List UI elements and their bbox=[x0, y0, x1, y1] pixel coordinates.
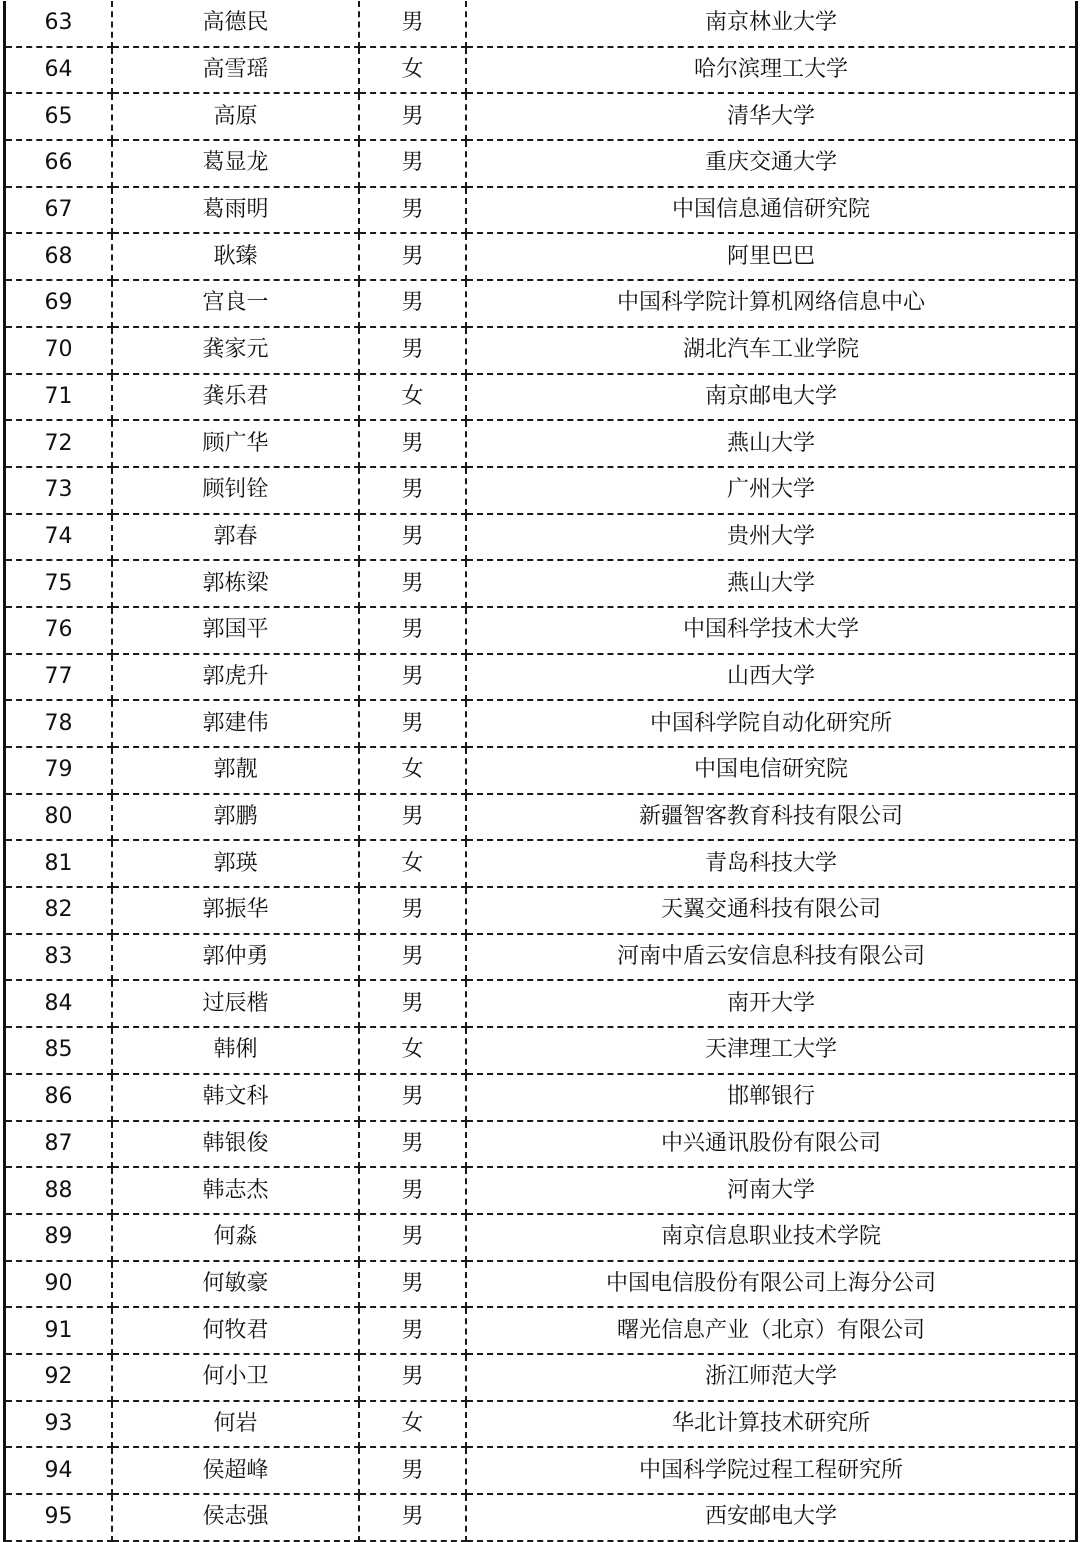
row-number: 87 bbox=[5, 1121, 113, 1168]
member-gender: 男 bbox=[359, 187, 466, 234]
member-name: 宫良一 bbox=[112, 280, 359, 327]
member-gender: 男 bbox=[359, 1214, 466, 1261]
member-name: 郭建伟 bbox=[112, 700, 359, 747]
member-organization: 中国电信股份有限公司上海分公司 bbox=[466, 1261, 1077, 1308]
member-organization: 哈尔滨理工大学 bbox=[466, 47, 1077, 94]
member-organization: 河南大学 bbox=[466, 1167, 1077, 1214]
member-gender: 男 bbox=[359, 467, 466, 514]
member-gender: 男 bbox=[359, 654, 466, 701]
row-number: 88 bbox=[5, 1167, 113, 1214]
member-name: 侯志强 bbox=[112, 1494, 359, 1541]
member-organization: 邯郸银行 bbox=[466, 1074, 1077, 1121]
member-name: 顾广华 bbox=[112, 420, 359, 467]
member-gender: 男 bbox=[359, 1074, 466, 1121]
member-name: 何岩 bbox=[112, 1401, 359, 1448]
table-row bbox=[5, 1027, 1077, 1074]
member-name: 郭国平 bbox=[112, 607, 359, 654]
table-row bbox=[5, 1, 1077, 47]
member-organization: 南开大学 bbox=[466, 980, 1077, 1027]
member-organization: 贵州大学 bbox=[466, 514, 1077, 561]
row-number: 67 bbox=[5, 187, 113, 234]
member-gender: 男 bbox=[359, 1354, 466, 1401]
member-organization: 天翼交通科技有限公司 bbox=[466, 887, 1077, 934]
member-name: 郭靓 bbox=[112, 747, 359, 794]
row-number: 69 bbox=[5, 280, 113, 327]
row-number: 77 bbox=[5, 654, 113, 701]
member-name: 韩银俊 bbox=[112, 1121, 359, 1168]
member-gender: 男 bbox=[359, 1261, 466, 1308]
member-organization: 西安邮电大学 bbox=[466, 1494, 1077, 1541]
member-gender: 男 bbox=[359, 887, 466, 934]
member-organization: 新疆智客教育科技有限公司 bbox=[466, 794, 1077, 841]
member-gender: 女 bbox=[359, 1027, 466, 1074]
member-table-body bbox=[5, 1, 1077, 1541]
member-name: 韩文科 bbox=[112, 1074, 359, 1121]
row-number: 65 bbox=[5, 93, 113, 140]
table-row bbox=[5, 1167, 1077, 1214]
row-number: 72 bbox=[5, 420, 113, 467]
member-name: 郭虎升 bbox=[112, 654, 359, 701]
table-row bbox=[5, 887, 1077, 934]
table-row bbox=[5, 1494, 1077, 1541]
member-gender: 男 bbox=[359, 700, 466, 747]
member-gender: 男 bbox=[359, 1447, 466, 1494]
member-name: 郭仲勇 bbox=[112, 934, 359, 981]
member-organization: 天津理工大学 bbox=[466, 1027, 1077, 1074]
table-row bbox=[5, 47, 1077, 94]
table-row bbox=[5, 794, 1077, 841]
member-organization: 南京林业大学 bbox=[466, 1, 1077, 47]
row-number: 79 bbox=[5, 747, 113, 794]
member-organization: 中国电信研究院 bbox=[466, 747, 1077, 794]
row-number: 91 bbox=[5, 1307, 113, 1354]
table-row bbox=[5, 140, 1077, 187]
member-organization: 山西大学 bbox=[466, 654, 1077, 701]
member-gender: 男 bbox=[359, 233, 466, 280]
member-name: 何敏豪 bbox=[112, 1261, 359, 1308]
member-gender: 男 bbox=[359, 1121, 466, 1168]
member-name: 何小卫 bbox=[112, 1354, 359, 1401]
row-number: 85 bbox=[5, 1027, 113, 1074]
table-row bbox=[5, 747, 1077, 794]
member-organization: 南京信息职业技术学院 bbox=[466, 1214, 1077, 1261]
member-name: 郭春 bbox=[112, 514, 359, 561]
row-number: 75 bbox=[5, 560, 113, 607]
member-name: 过辰楷 bbox=[112, 980, 359, 1027]
table-row bbox=[5, 1121, 1077, 1168]
row-number: 89 bbox=[5, 1214, 113, 1261]
table-row bbox=[5, 1214, 1077, 1261]
row-number: 74 bbox=[5, 514, 113, 561]
row-number: 73 bbox=[5, 467, 113, 514]
member-gender: 男 bbox=[359, 607, 466, 654]
member-name: 韩俐 bbox=[112, 1027, 359, 1074]
table-row bbox=[5, 560, 1077, 607]
member-organization: 阿里巴巴 bbox=[466, 233, 1077, 280]
member-gender: 男 bbox=[359, 980, 466, 1027]
member-organization: 湖北汽车工业学院 bbox=[466, 327, 1077, 374]
member-name: 葛显龙 bbox=[112, 140, 359, 187]
member-gender: 女 bbox=[359, 47, 466, 94]
row-number: 66 bbox=[5, 140, 113, 187]
row-number: 70 bbox=[5, 327, 113, 374]
member-gender: 男 bbox=[359, 280, 466, 327]
member-name: 耿臻 bbox=[112, 233, 359, 280]
member-gender: 女 bbox=[359, 747, 466, 794]
member-name: 何淼 bbox=[112, 1214, 359, 1261]
member-gender: 男 bbox=[359, 514, 466, 561]
table-row bbox=[5, 327, 1077, 374]
member-organization: 浙江师范大学 bbox=[466, 1354, 1077, 1401]
table-row bbox=[5, 1447, 1077, 1494]
member-table bbox=[3, 1, 1078, 1542]
table-row bbox=[5, 187, 1077, 234]
row-number: 92 bbox=[5, 1354, 113, 1401]
table-row bbox=[5, 700, 1077, 747]
table-row bbox=[5, 607, 1077, 654]
member-organization: 中国科学院计算机网络信息中心 bbox=[466, 280, 1077, 327]
table-row bbox=[5, 1261, 1077, 1308]
member-organization: 中国科学技术大学 bbox=[466, 607, 1077, 654]
row-number: 90 bbox=[5, 1261, 113, 1308]
row-number: 78 bbox=[5, 700, 113, 747]
member-organization: 中国科学院过程工程研究所 bbox=[466, 1447, 1077, 1494]
table-row bbox=[5, 467, 1077, 514]
member-name: 韩志杰 bbox=[112, 1167, 359, 1214]
member-name: 高德民 bbox=[112, 1, 359, 47]
member-name: 郭瑛 bbox=[112, 840, 359, 887]
member-organization: 燕山大学 bbox=[466, 420, 1077, 467]
member-organization: 清华大学 bbox=[466, 93, 1077, 140]
member-name: 侯超峰 bbox=[112, 1447, 359, 1494]
member-gender: 女 bbox=[359, 374, 466, 421]
member-gender: 男 bbox=[359, 934, 466, 981]
table-row bbox=[5, 1354, 1077, 1401]
member-gender: 女 bbox=[359, 840, 466, 887]
member-gender: 男 bbox=[359, 1494, 466, 1541]
row-number: 83 bbox=[5, 934, 113, 981]
table-row bbox=[5, 420, 1077, 467]
member-gender: 男 bbox=[359, 420, 466, 467]
member-organization: 中兴通讯股份有限公司 bbox=[466, 1121, 1077, 1168]
row-number: 86 bbox=[5, 1074, 113, 1121]
member-organization: 广州大学 bbox=[466, 467, 1077, 514]
row-number: 95 bbox=[5, 1494, 113, 1541]
member-gender: 男 bbox=[359, 140, 466, 187]
table-row bbox=[5, 980, 1077, 1027]
row-number: 71 bbox=[5, 374, 113, 421]
row-number: 63 bbox=[5, 1, 113, 47]
member-name: 郭鹏 bbox=[112, 794, 359, 841]
member-organization: 中国科学院自动化研究所 bbox=[466, 700, 1077, 747]
row-number: 93 bbox=[5, 1401, 113, 1448]
member-organization: 燕山大学 bbox=[466, 560, 1077, 607]
member-organization: 曙光信息产业（北京）有限公司 bbox=[466, 1307, 1077, 1354]
member-name: 何牧君 bbox=[112, 1307, 359, 1354]
table-row bbox=[5, 233, 1077, 280]
member-name: 高原 bbox=[112, 93, 359, 140]
table-row bbox=[5, 654, 1077, 701]
row-number: 68 bbox=[5, 233, 113, 280]
table-row bbox=[5, 840, 1077, 887]
member-organization: 重庆交通大学 bbox=[466, 140, 1077, 187]
member-gender: 男 bbox=[359, 1307, 466, 1354]
member-gender: 男 bbox=[359, 1, 466, 47]
table-row bbox=[5, 934, 1077, 981]
member-name: 郭栋梁 bbox=[112, 560, 359, 607]
row-number: 84 bbox=[5, 980, 113, 1027]
member-name: 葛雨明 bbox=[112, 187, 359, 234]
member-gender: 男 bbox=[359, 794, 466, 841]
table-row bbox=[5, 374, 1077, 421]
member-name: 高雪瑶 bbox=[112, 47, 359, 94]
member-gender: 男 bbox=[359, 327, 466, 374]
row-number: 80 bbox=[5, 794, 113, 841]
row-number: 64 bbox=[5, 47, 113, 94]
member-name: 龚家元 bbox=[112, 327, 359, 374]
member-organization: 华北计算技术研究所 bbox=[466, 1401, 1077, 1448]
member-name: 龚乐君 bbox=[112, 374, 359, 421]
row-number: 76 bbox=[5, 607, 113, 654]
member-gender: 男 bbox=[359, 93, 466, 140]
member-organization: 南京邮电大学 bbox=[466, 374, 1077, 421]
table-row bbox=[5, 1401, 1077, 1448]
row-number: 94 bbox=[5, 1447, 113, 1494]
table-row bbox=[5, 1074, 1077, 1121]
table-row bbox=[5, 1307, 1077, 1354]
member-gender: 男 bbox=[359, 1167, 466, 1214]
member-name: 郭振华 bbox=[112, 887, 359, 934]
member-organization: 河南中盾云安信息科技有限公司 bbox=[466, 934, 1077, 981]
member-organization: 中国信息通信研究院 bbox=[466, 187, 1077, 234]
member-gender: 女 bbox=[359, 1401, 466, 1448]
table-row bbox=[5, 280, 1077, 327]
member-organization: 青岛科技大学 bbox=[466, 840, 1077, 887]
member-gender: 男 bbox=[359, 560, 466, 607]
row-number: 82 bbox=[5, 887, 113, 934]
table-row bbox=[5, 93, 1077, 140]
row-number: 81 bbox=[5, 840, 113, 887]
table-row bbox=[5, 514, 1077, 561]
member-name: 顾钊铨 bbox=[112, 467, 359, 514]
